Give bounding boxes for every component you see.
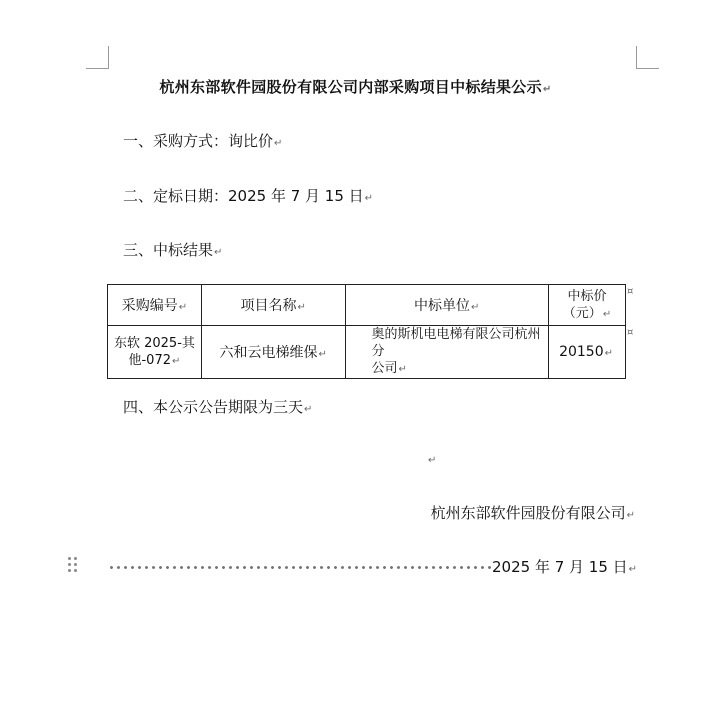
header-project-name[interactable]: 项目名称↵ [201,285,345,326]
drag-handle-icon[interactable] [68,557,80,573]
row-end-mark: ¤ [627,286,634,297]
table-row [108,326,626,379]
row-end-mark: ¤ [627,327,634,338]
cell-winning-price[interactable]: 20150↵ [549,326,626,379]
cell-project-name[interactable]: 六和云电梯维保↵ [201,326,345,379]
header-winning-price[interactable]: 中标价 （元）↵ [549,285,626,326]
result-table[interactable] [107,284,626,379]
paragraph-mark: ↵ [364,193,374,204]
dotted-leader [108,565,492,570]
signature-company[interactable]: 杭州东部软件园股份有限公司↵ [430,504,635,522]
section-procurement-method[interactable]: 一、采购方式：询比价↵ [123,132,283,150]
page-corner-top-left [86,46,109,69]
cell-winning-unit[interactable]: 奥的斯机电电梯有限公司杭州分 公司↵ [345,326,549,379]
paragraph-mark: ↵ [542,84,552,95]
header-procurement-code[interactable]: 采购编号↵ [108,285,202,326]
section-result-heading[interactable]: 三、中标结果↵ [123,241,223,259]
document-title[interactable]: 杭州东部软件园股份有限公司内部采购项目中标结果公示↵ [159,78,552,96]
header-winning-unit[interactable]: 中标单位↵ [345,285,549,326]
table-header-row [108,285,626,326]
section-publicity-period[interactable]: 四、本公示公告期限为三天↵ [123,398,313,416]
paragraph-mark: ↵ [214,247,223,258]
signature-date[interactable]: 2025 年 7 月 15 日↵ [492,558,638,576]
paragraph-mark: ↵ [304,404,313,415]
section-award-date[interactable]: 二、定标日期：2025 年 7 月 15 日↵ [123,187,374,205]
empty-paragraph-mark: ↵ [428,455,437,466]
cell-procurement-code[interactable]: 东软 2025-其 他-072↵ [108,326,202,379]
paragraph-mark: ↵ [274,138,283,149]
page-corner-top-right [636,46,659,69]
